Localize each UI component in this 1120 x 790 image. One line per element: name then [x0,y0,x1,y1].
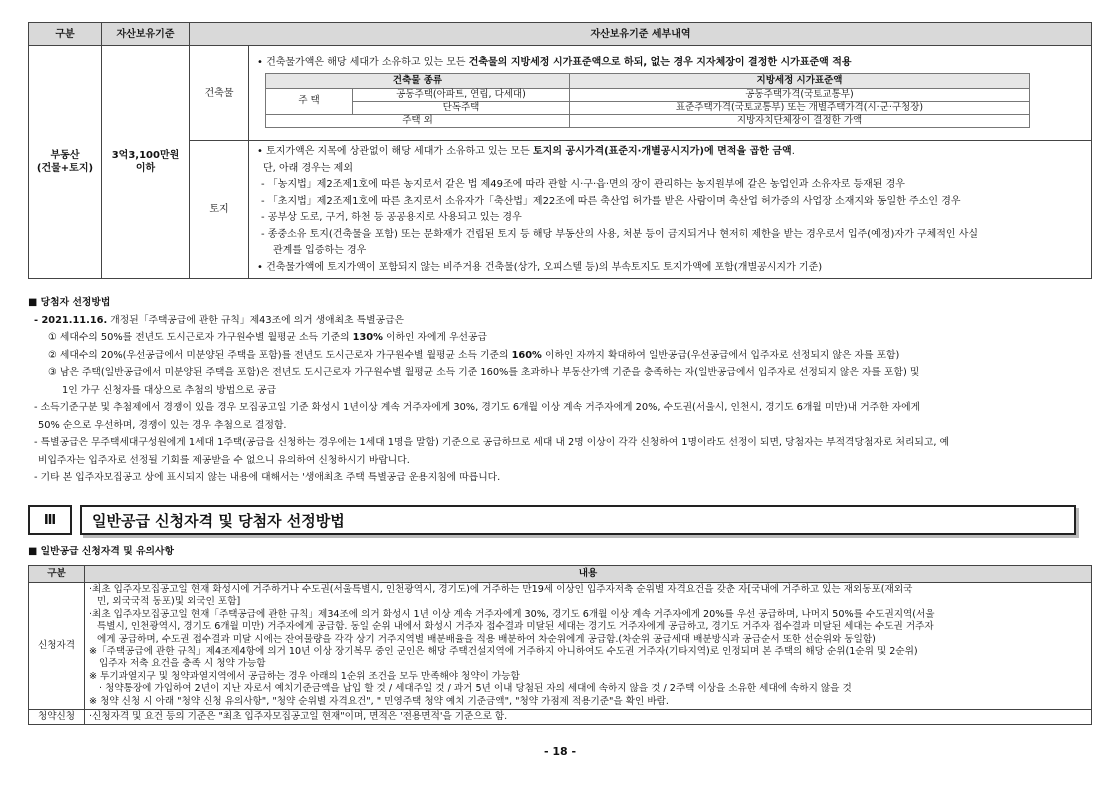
qualification-line: ※ 투기과열지구 및 청약과열지역에서 공급하는 경우 아래의 1순위 조건을 모두 만족해야 청약이 가능함 [89,670,520,682]
land-details [249,141,1092,279]
general-supply-table [28,565,1092,725]
threshold-line-1: 3억3,100만원 [111,150,180,161]
winner-line-cont: 50% 순으로 우선하며, 경쟁이 있는 경우 추첨으로 결정함. [38,419,287,431]
housing-label: 주 택 [266,88,353,114]
section-number: Ⅲ [28,505,72,535]
threshold-cell [102,46,190,279]
building-details [249,46,1092,141]
winner-line: - 기타 본 입주자모집공고 상에 표시되지 않는 내용에 대해서는 '생애최초 주택 특별공급 운용지침에 따릅니다. [34,472,501,483]
land-intro: • 토지가액은 지목에 상관없이 해당 세대가 소유하고 있는 모든 토지의 공시가격(표준지·개별공시지가)에 면적을 곱한 금액. [257,146,795,157]
building-value-subtable [265,73,1030,128]
building-intro: • 건축물가액은 해당 세대가 소유하고 있는 모든 건축물의 지방세정 시가표준액으로 하되, 없는 경우 지자체장이 결정한 시가표준액 적용 [257,56,852,68]
section-subheading: ■ 일반공급 신청자격 및 유의사항 [28,546,174,557]
sub-row-value: 표준주택가격(국토교통부) 또는 개별주택가격(시·군·구청장) [570,101,1030,114]
winner-line: - 2021.11.16. 개정된「주택공급에 관한 규칙」제43조에 의거 생애최초 특별공급은 [34,314,404,326]
header-content: 내용 [85,566,1092,583]
sub-header-value: 지방세정 시가표준액 [570,73,1030,88]
qualification-line: ·최초 입주자모집공고일 현재 화성시에 거주하거나 수도권(서울특별시, 인천광역시, 경기도)에 거주하는 만19세 이상인 입주자저축 순위별 자격요건을 갖춘 자[국내에 거주하고 있는 재외동포(재외국 [89,584,913,595]
threshold-line-2: 이하 [135,163,156,174]
sub-row-type: 단독주택 [353,101,570,114]
winner-line: - 특별공급은 무주택세대구성원에게 1세대 1주택(공급을 신청하는 경우에는 1세대 1명을 말함) 기준으로 공급하므로 세대 내 2명 이상이 각각 신청하여 1명이라도 선정이 되면, 당첨자는 부적격당첨자로 처리되고, 예 [34,437,950,448]
winner-item-3: ③ 남은 주택(일반공급에서 미분양된 주택을 포함)은 전년도 도시근로자 가구원수별 월평균 소득 기준 160%를 초과하나 부동산가액 기준을 충족하는 자(일반공급에서 입주자로 선정되지 않은 자를 포함) 및 [48,367,920,378]
section-title: 일반공급 신청자격 및 당첨자 선정방법 [80,505,1076,535]
qualification-line: 민, 외국국적 동포)및 외국인 포함] [97,596,241,608]
land-exclusion-item: - 「농지법」제2조제1호에 따른 농지로서 같은 법 제49조에 따라 관할 시·구·읍·면의 장이 관리하는 농지원부에 같은 농업인과 소유자로 등재된 경우 [261,179,905,190]
land-exclusion-item: - 「초지법」제2조제1호에 따른 초지로서 소유자가「축산법」제22조에 따른 축산업 허가를 받은 사람이며 축산업 허가증의 사업장 소재지와 동일한 주소인 경우 [261,195,961,207]
sub-header-type: 건축물 종류 [266,73,570,88]
building-label: 건축물 [190,46,249,141]
section-title-bar [28,505,1076,535]
winner-item-2: ② 세대수의 20%(우선공급에서 미분양된 주택을 포함)를 전년도 도시근로자 가구원수별 월평균 소득 기준의 160% 이하인 자까지 확대하여 일반공급(우선공급에서 입주자로 선정되지 않은 자를 포함) [48,349,900,361]
header-asset-details: 자산보유기준 세부내역 [190,23,1092,46]
application-content: ·신청자격 및 요건 등의 기준은 "최초 입주자모집공고일 현재"이며, 면적은 '전용면적'을 기준으로 함. [85,710,1092,725]
qualification-line: ※ 청약 신청 시 아래 "청약 신청 유의사항", "청약 순위별 자격요건", " 민영주택 청약 예치 기준금액", "청약 가점제 적용기준"을 확인 바람. [89,695,669,707]
land-exception: 단, 아래 경우는 제외 [263,162,353,174]
land-exclusion-item: 관계를 입증하는 경우 [273,245,367,256]
category-cell [29,46,102,279]
header-category: 구분 [29,566,85,583]
sub-row-value: 지방자치단체장이 결정한 가액 [570,114,1030,127]
qualification-line: 에게 공급하며, 수도권 접수결과 미달 시에는 잔여물량을 각각 상기 거주지역별 배분배율을 적용 배분하여 차순위에게 공급함.(차순위 공급세대 배분방식과 공급순서 또한 선순위와 동일함) [97,633,876,645]
qualification-line: ※「주택공급에 관한 규칙」제4조제4항에 의거 10년 이상 장기복무 중인 군인은 해당 주택건설지역에 거주하지 아니하여도 수도권 거주자(기타지역)로 인정되며 본 주택의 해당 순위(1순위 및 2순위) [89,646,918,658]
winner-item-3-cont: 1인 가구 신청자를 대상으로 추첨의 방법으로 공급 [62,384,277,396]
application-label: 청약신청 [29,710,85,725]
winner-line-cont: 비입주자는 입주자로 선정될 기회를 제공받을 수 없으니 유의하여 신청하시기 바랍니다. [38,454,410,466]
asset-criteria-table [28,22,1092,279]
category-line-2: (건물+토지) [36,163,94,174]
sub-row-value: 공동주택가격(국토교통부) [570,88,1030,101]
qualification-content [85,583,1092,710]
winner-heading: ■ 당첨자 선정방법 [28,297,111,308]
land-exclusion-item: - 종중소유 토지(건축물을 포함) 또는 문화재가 건립된 토지 등 해당 부동산의 사용, 처분 등이 금지되거나 현저히 제한을 받는 경우로서 입주(예정)자가 구체적인 사실 [261,228,979,240]
land-label: 토지 [190,141,249,279]
page-number: - 18 - [543,745,577,758]
qualification-line: 입주자 저축 요건을 충족 시 청약 가능함 [99,658,266,670]
land-exclusion-item: - 공부상 도로, 구거, 하천 등 공공용지로 사용되고 있는 경우 [261,212,522,223]
winner-item-1: ① 세대수의 50%를 전년도 도시근로자 가구원수별 월평균 소득 기준의 130% 이하인 자에게 우선공급 [48,332,487,343]
header-category: 구분 [29,23,102,46]
land-note: • 건축물가액에 토지가액이 포함되지 않는 비주거용 건축물(상가, 오피스텔 등)의 부속토지도 토지가액에 포함(개별공시지가 기준) [257,261,823,273]
qualification-line: 특별시, 인천광역시, 경기도 6개월 미만) 거주자에게 공급함. 동일 순위 내에서 화성시 거주자 접수결과 미달된 세대는 경기도 거주자에게 공급하고, 경기도 거주자 접수결과 미달된 세대는 수도권 거주자 [97,621,934,633]
qualification-line: · 청약통장에 가입하여 2년이 지난 자로서 예치기준금액을 납입 할 것 / 세대주일 것 / 과거 5년 이내 당첨된 자의 세대에 속하지 않을 것 / 2주택 이상을 소유한 세대에 속하지 않을 것 [99,683,852,695]
header-asset-threshold: 자산보유기준 [102,23,190,46]
sub-row-type: 공동주택(아파트, 연립, 다세대) [353,88,570,101]
qualification-line: ·최초 입주자모집공고일 현재「주택공급에 관한 규칙」제34조에 의거 화성시 1년 이상 계속 거주자에게 30%, 경기도 6개월 이상 계속 거주자에게 20%를 우선 공급하며, 나머지 50%를 수도권지역(서울 [89,608,935,620]
category-line-1: 부동산 [50,150,80,161]
sub-row-type: 주택 외 [266,114,570,127]
qualification-label: 신청자격 [29,583,85,710]
winner-selection-section [28,294,1092,487]
winner-line: - 소득기준구분 및 추첨제에서 경쟁이 있을 경우 모집공고일 기준 화성시 1년이상 계속 거주자에게 30%, 경기도 6개월 이상 계속 거주자에게 20%, 수도권(서울시, 인천시, 경기도 6개월 미만)내 거주한 자에게 [34,402,921,413]
